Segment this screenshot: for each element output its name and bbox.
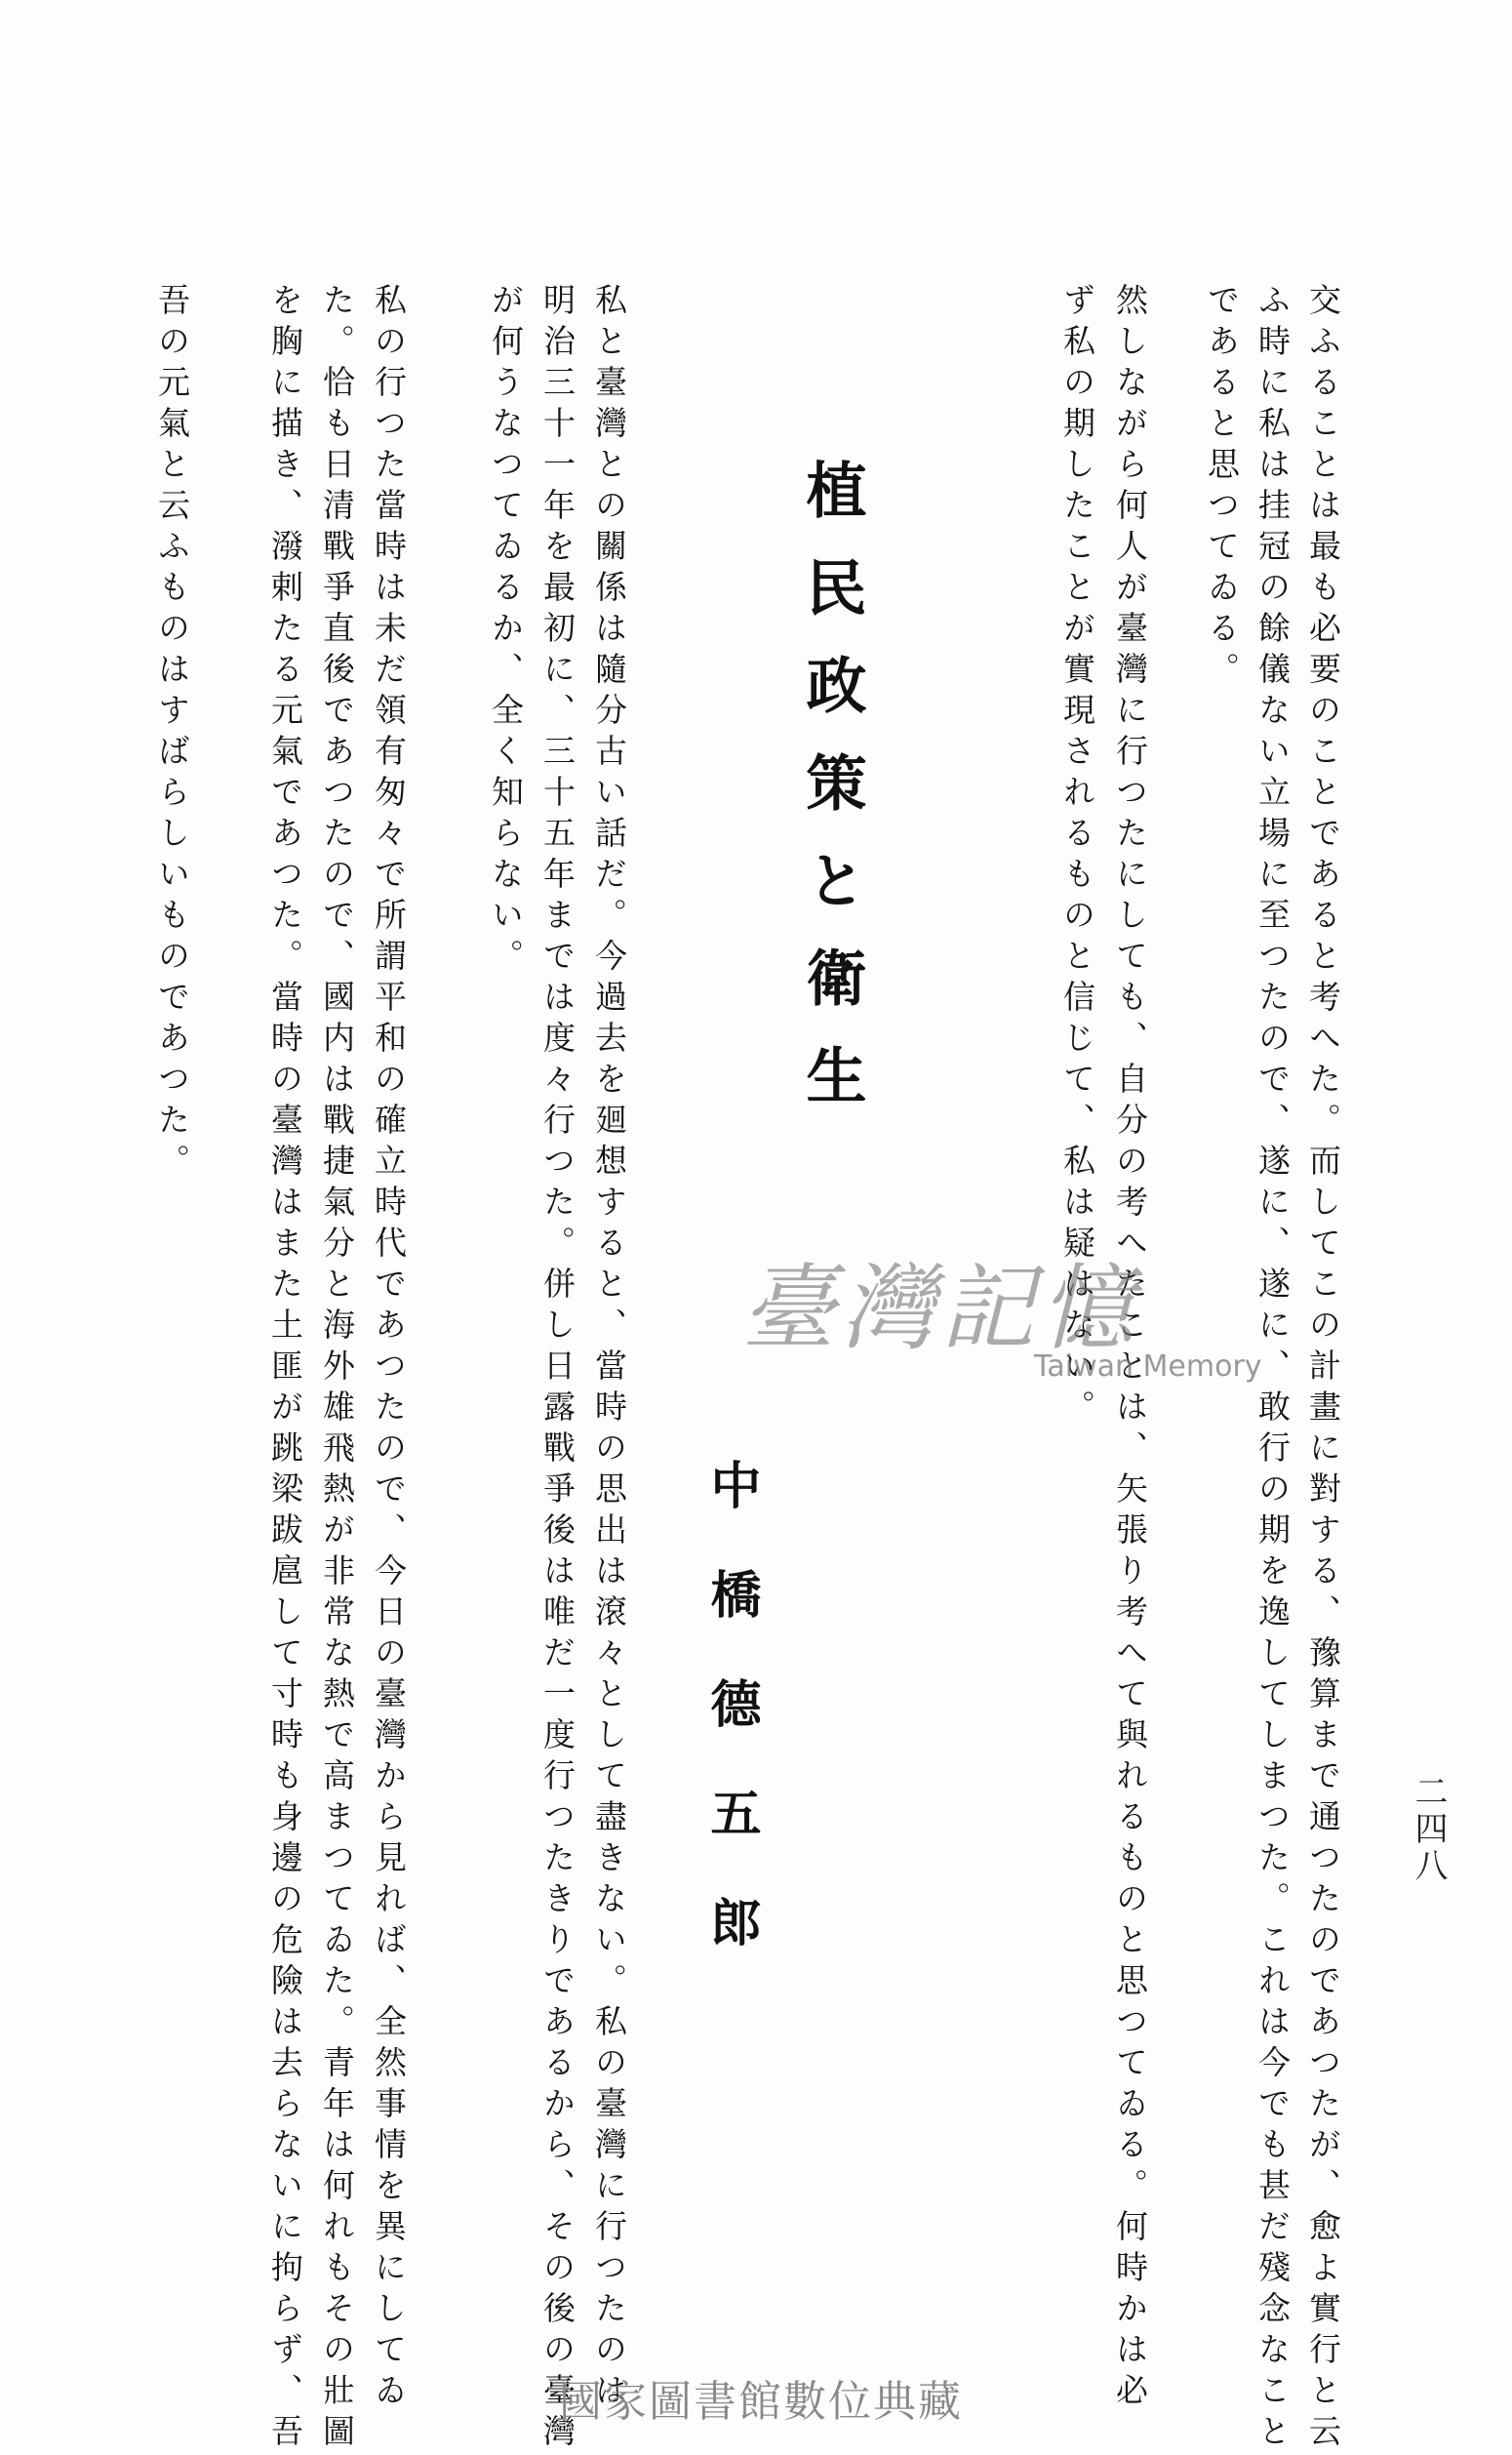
text-column: 私の行つた當時は未だ領有匆々で所謂平和の確立時代であつたので、今日の臺灣から見れば、全然事情を異にしてゐ (370, 283, 408, 2414)
watermark-subtitle: Taiwan Memory (1034, 1349, 1262, 1384)
text-column: 私と臺灣との關係は隨分古い話だ。今過去を廻想すると、當時の思出は滾々として盡きない。私の臺灣に行つたのは (590, 283, 628, 2414)
watermark-title: 臺灣記憶 (741, 1254, 1139, 1363)
text-column: 交ふることは最も必要のことであると考へた。而してこの計畫に對する、豫算まで通つたのであつたが、愈よ實行と云 (1304, 283, 1342, 2455)
text-column: であると思つてゐる。 (1203, 283, 1241, 693)
text-column: を胸に描き、潑剌たる元氣であつた。當時の臺灣はまた土匪が跳梁跋扈して寸時も身邊の危險は去らないに拘らず、吾 (266, 283, 304, 2455)
text-column: が何うなつてゐるか、全く知らない。 (487, 283, 525, 980)
text-column: 吾の元氣と云ふものはすばらしいものであつた。 (153, 283, 191, 1185)
article-title: 植民政策と衛生 (796, 459, 867, 1142)
library-footer: 國家圖書館數位典藏 (559, 2377, 963, 2427)
text-column: 然しながら何人が臺灣に行つたにしても、自分の考へたことは、矢張り考へて與れるものと思つてゐる。何時かは必 (1111, 283, 1149, 2414)
article-author: 中橋德五郎 (701, 1459, 761, 2005)
taiwan-memory-watermark (741, 1234, 1288, 1405)
text-column: 明治三十一年を最初に、三十五年までは度々行つた。併し日露戰爭後は唯だ一度行つたきりであるから、その後の臺灣 (538, 283, 577, 2455)
text-column: ず私の期したことが實現されるものと信じて、私は疑はない。 (1058, 283, 1096, 1430)
text-column: た。恰も日清戰爭直後であつたので、國内は戰捷氣分と海外雄飛熱が非常な熱で高まつてゐた。青年は何れもその壯圖 (318, 283, 356, 2455)
text-column: ふ時に私は挂冠の餘儀ない立場に至つたので、遂に、遂に、敢行の期を逸してしまつた。これは今でも甚だ殘念なこと (1253, 283, 1292, 2455)
page-number: 二四八 (1409, 1774, 1448, 1885)
